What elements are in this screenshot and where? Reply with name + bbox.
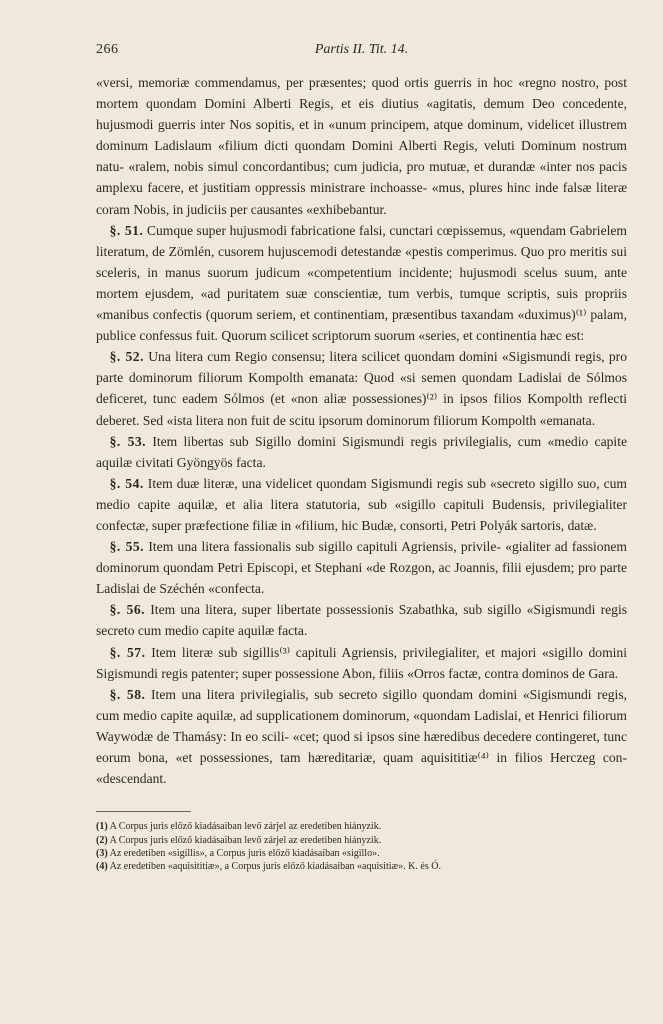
section-number: §. 56. [109,602,146,618]
section-number: §. 58. [109,686,146,702]
footnotes [96,820,627,874]
section-number: §. 55. [109,539,145,555]
section-57: §. 57. Item literæ sub sigillis⁽³⁾ capituli Agriensis, privilegialiter, et majori «sigillo domini Sigismundi regis patenter; super possessione Abon, filiis «Orros factæ, contra dominos de Gara. [96,644,627,681]
section-56: §. 56. Item una litera, super libertate possessionis Szabathka, sub sigillo «Sigismundi regis secreto cum medio capite aquilæ facta. [96,602,628,639]
section-55: §. 55. Item una litera fassionalis sub sigillo capituli Agriensis, privile- «gialiter ad fassionem dominorum quondam Petri Episcopi, et Stephani «de Rozgon, ac Joannis, filii ejusdem; pro parte Ladislai de Széchén «confecta. [96,539,628,597]
footnote-4: (4) Az eredetiben «aquisititiæ», a Corpus juris előző kiadásaiban «aquisitiæ». K. és Ó. [96,861,441,873]
section-52: §. 52. Una litera cum Regio consensu; litera scilicet quondam domini «Sigismundi regis, pro parte dominorum filiorum Kompolth emanata: Quod «si semen quondam Ladislai de Sólmos deficeret, tunc eadem Sólmos (et «non aliæ possessiones)⁽²⁾ in ipsos filios Kompolth reflecti deberet. Sed «ista litera non fuit de scitu ipsorum dominorum filiorum Kompolth «emanata. [96,349,628,428]
section-number: §. 51. [109,222,144,238]
section-number: §. 53. [109,433,147,449]
page-number: 266 [96,42,119,57]
footnote-divider [96,811,191,812]
footnote-2: (2) A Corpus juris előző kiadásaiban levő zárjel az eredetiben hiányzik. [96,834,382,846]
section-number: §. 57. [109,644,146,660]
page-header [96,42,627,66]
section-53: §. 53. Item libertas sub Sigillo domini Sigismundi regis privilegialis, cum «medio capite aquilæ civitati Gyöngyös facta. [96,433,627,470]
section-51: §. 51. Cumque super hujusmodi fabricatione falsi, cunctari cœpissemus, «quendam Gabrielem literatum, de Zömlén, cusorem hujuscemodi detestandæ «pestis comperimus. Quo pro meritis sui sceleris, in manus suorum judicum «competentium incidente; hujusmodi scelus suum, ante mortem ejusdem, «ad puritatem suæ conscientiæ, tum verbis, tumque scriptis, suis propriis «manibus confectis (quorum seriem, et continentiam, præsentibus taxandam «duximus)⁽¹⁾ palam, publice confessus fuit. Quorum scilicet scriptorum suorum «series, et continentia hæc est: [96,222,627,344]
footnote-1: (1) A Corpus juris előző kiadásaiban levő zárjel az eredetiben hiányzik. [96,821,382,833]
section-58: §. 58. Item una litera privilegialis, sub secreto sigillo quondam domini «Sigismundi regis, cum medio capite aquilæ, ad supplicationem dominorum, «quondam Ladislai, et Henrici filiorum Waywodæ de Thamásy: In eo scili- «cet; quod si ipsos sine hæredibus decedere contingeret, tunc eorum bona, «et possessiones, tam hæreditariæ, quam aquisititiæ⁽⁴⁾ in filios Herczeg con- «descendant. [96,686,628,787]
section-54: §. 54. Item duæ literæ, una videlicet quondam Sigismundi regis sub «secreto sigillo suo, cum medio capite aquilæ, et alia litera statutoria, sub «sigillo capituli Budensis, privilegialiter confectæ, super præfectione filiæ in «filium, hic Budæ, consorti, Petri Polyák sartoris, datæ. [96,475,628,533]
section-number: §. 52. [109,349,145,365]
body-text [96,72,627,789]
intro-paragraph: «versi, memoriæ commendamus, per præsentes; quod ortis guerris in hoc «regno nostro, post mortem quondam Domini Alberti Regis, et eis diutius «agitatis, demum Deo concedente, hujusmodi guerris inter Nos sopitis, et in «unum principem, atque dominum, videlicet illustrem dominum Ladislaum «filium dicti quondam Domini Alberti Regis, veluti Dominum nostrum natu- «ralem, nobis simul concordantibus; cum judicia, pro mutuæ, et durandæ «inter nos pacis amplexu facere, et justitiam oppressis ministrare inchoasse- «mus, plures hinc inde falsæ literæ coram Nobis, in judiciis per causantes «exhibebantur. [96,75,628,217]
section-number: §. 54. [109,475,144,491]
running-title: Partis II. Tit. 14. [314,42,409,57]
footnote-3: (3) Az eredetiben «sigillis», a Corpus juris előző kiadásaiban «sigillo». [96,848,380,859]
